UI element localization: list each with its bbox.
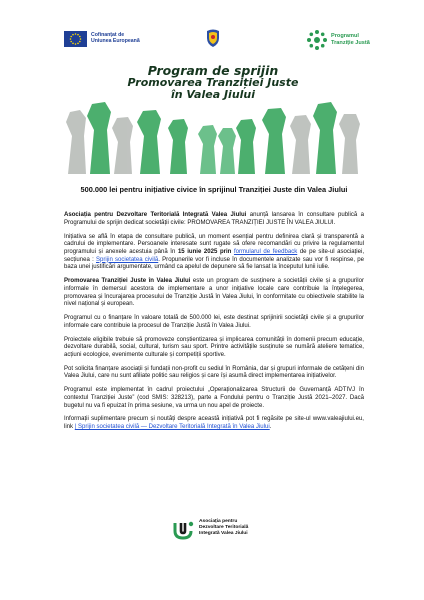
eu-line-2: Uniunea Europeană [91,38,140,45]
government-coat-of-arms-icon [206,28,220,48]
eu-star [70,36,72,38]
eu-star [70,41,72,43]
program-line-1: Programul [331,33,359,39]
eu-cofunding-label [91,32,140,44]
eu-star [70,38,72,40]
paragraph-2: Inițiativa se află în etapa de consultare publică, un moment esențial pentru definirea clară și transparentă a cadrului de implementare. Persoanele interesate sunt rugate să ofere recomandări cu privire la regulamentul programului și anexele acestuia până în 15 iunie 2025 prin formularul de feedback de pe site-ul asociației, secțiunea : Sprijin societatea civilă. Propunerile vor fi incluse în documentele analizate sau vor fi respinse, pe baza unei justificări argumentate, urmând ca apelul de depunere să fie lansat la începutul lunii iulie. [64,233,365,271]
paragraph-3: Promovarea Tranziției Juste în Valea Jiului este un program de susținere a societății civile și a grupurilor informale în demersul acestora de implementare a unor inițiative locale care contribuie la înțelegerea, promovarea și încurajarea procesului de Tranziție Justă în Valea Jiului, în conformitate cu obiectivele stabilite la nivel național și european. [64,278,364,308]
valeajiului-site-link[interactable]: | Sprijin societatea civilă — Dezvoltare Teritorială Integrată în Valea Jiului [74,424,270,431]
eu-star [75,43,77,45]
eu-star [77,43,79,45]
footer-line-2: Dezvoltare Teritorială [199,525,249,530]
eu-star [72,34,74,36]
footer-line-3: Integrată Valea Jiului [199,531,248,536]
eu-star [77,34,79,36]
feedback-form-link[interactable]: formularul de feedback [233,248,298,255]
eu-star [79,41,81,43]
program-banner [60,56,366,174]
paragraph-4: Programul cu o finanțare în valoare totală de 500.000 lei, este destinat sprijinirii societății civile și a grupurilor informale care contribuie la procesul de Tranziție Justă în Valea Jiului. [64,315,364,329]
eu-line-1: Cofinanțat de [91,32,125,38]
eu-star [72,43,74,45]
footer-line-1: Asociația pentru [199,519,238,524]
eu-star [80,38,82,40]
banner-title [60,64,366,101]
banner-line-2: Promovarea Tranziției Juste [127,76,299,89]
organization-name: Asociația pentru Dezvoltare Teritorială Integrată Valea Jiului [64,212,247,218]
banner-line-1: Program de sprijin [147,63,279,78]
eu-star [79,36,81,38]
eu-flag-icon [64,31,87,47]
program-name: Promovarea Tranziției Juste în Valea Jiului [64,278,191,285]
association-logo-icon [172,519,196,541]
deadline-date: 15 iunie 2025 [177,248,218,255]
header-logos [0,26,424,56]
paragraph-5: Proiectele eligibile trebuie să promoveze conștientizarea și implicarea comunității în domenii precum educație, dezvoltare durabilă, social, cultural, turism sau sport. Printre activitățile susținute se numără ateliere tematice, acțiuni ecologice, evenimente culturale și competiții sportive. [64,336,364,358]
article-body [64,212,364,438]
banner-line-3: în Valea Jiului [170,88,256,101]
program-logo-icon [306,29,328,51]
paragraph-1: Asociația pentru Dezvoltare Teritorială Integrată Valea Jiului anunță lansarea în consultare publică a Programului de sprijin dedicat societății civile: PROMOVAREA TRANZIȚIEI JUSTE ÎN VALEA JIULUI. [64,212,364,226]
program-line-2: Tranziție Justă [331,40,370,46]
paragraph-7: Programul este implementat în cadrul proiectului „Operaționalizarea Structurii de Guvernanță ADTIVJ în contextul Tranziției Juste” (cod SMIS: 328213), parte a Fondului pentru o Tranziție Justă 2021–2027. Dacă bugetul nu va fi epuizat în prima sesiune, va urma un nou apel de proiecte. [64,387,364,409]
eu-star [75,33,77,35]
paragraph-8: Informații suplimentare precum și noutăți despre această inițiativă pot fi regăsite pe site-ul www.valeajiului.eu, link | Sprijin societatea civilă — Dezvoltare Teritorială Integrată în Valea Jiului. [64,416,364,431]
paragraph-6: Pot solicita finanțare asociații și fundații non-profit cu sediul în România, dar și grupuri informale de cetățeni din Valea Jiului, care nu sunt afiliate politic sau religios și care își asumă direct implementarea inițiativelor. [64,365,364,380]
article-headline: 500.000 lei pentru inițiative civice în sprijinul Tranziției Juste din Valea Jiului [80,185,348,194]
civil-society-support-link[interactable]: Sprijin societatea civilă [96,256,159,263]
